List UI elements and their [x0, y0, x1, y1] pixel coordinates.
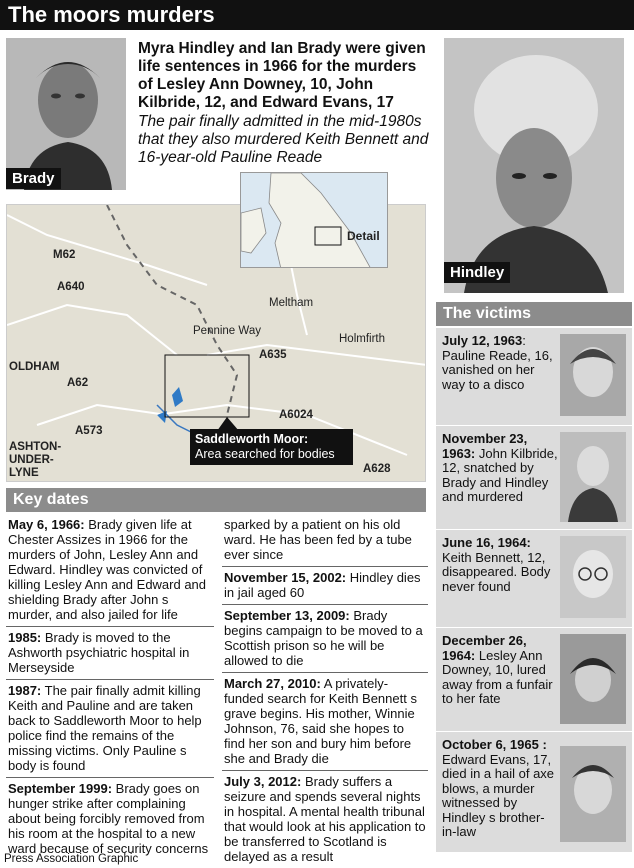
- victim-photo: [560, 746, 626, 842]
- victim-photo: [560, 634, 626, 724]
- key-date-date: 1985:: [8, 630, 42, 645]
- key-date-entry: [222, 673, 428, 771]
- victim-description: John Kilbride, 12, snatched by Brady and Hindley and murdered: [442, 445, 558, 504]
- key-date-date: March 27, 2010:: [224, 676, 321, 691]
- victim-date: November 23, 1963:: [442, 431, 528, 461]
- hindley-label: Hindley: [444, 262, 510, 283]
- key-date-entry: [6, 680, 214, 778]
- key-date-entry: [6, 514, 214, 627]
- key-date-date: September 1999:: [8, 781, 113, 796]
- key-date-text: Brady suffers a seizure and spends several nights in hospital. A mental health tribunal that would look at his application to be transferred to Scotland is delayed as a result: [224, 774, 426, 864]
- victim-text: [442, 432, 558, 505]
- key-date-text: Hindley dies in jail aged 60: [224, 570, 421, 600]
- key-date-date: November 15, 2002:: [224, 570, 347, 585]
- key-dates-header: Key dates: [6, 488, 426, 512]
- credit-line: Press Association Graphic: [4, 853, 139, 865]
- key-date-text: The pair finally admit killing Keith and Pauline and are taken back to Saddleworth Moor to help police find the remains of the missing victims. Only Pauline s body is found: [8, 683, 202, 773]
- key-dates-left-column: [6, 514, 214, 860]
- key-date-text: Brady goes on hunger strike after complaining about being forcibly removed from his room at the hospital to a new ward because of security concerns: [8, 781, 209, 856]
- victim-description: : Pauline Reade, 16, vanished on her way to a disco: [442, 333, 553, 392]
- key-date-continuation: sparked by a patient on his old ward. He has been fed by a tube ever since: [222, 514, 428, 567]
- map-label-meltham: Meltham: [269, 297, 314, 309]
- map-label-ashton: ASHTON- UNDER- LYNE: [9, 441, 62, 479]
- saddleworth-callout: [190, 429, 353, 465]
- map-label-a628: A628: [363, 463, 391, 475]
- key-date-entry: [6, 778, 214, 860]
- victim-date: July 12, 1963: [442, 333, 523, 348]
- victim-entry: [436, 426, 632, 530]
- inset-detail-label: Detail: [347, 229, 380, 243]
- victims-header: The victims: [436, 302, 632, 326]
- page-title: The moors murders: [0, 0, 634, 30]
- map-label-m62: M62: [53, 249, 76, 261]
- map-label-a635: A635: [259, 349, 287, 361]
- key-dates-right-column: [222, 514, 428, 868]
- victim-entry: [436, 328, 632, 426]
- victims-panel: [436, 328, 632, 852]
- callout-text: Area searched for bodies: [195, 447, 335, 461]
- hindley-photo: [444, 38, 624, 293]
- key-date-entry: [6, 627, 214, 680]
- victim-photo: [560, 536, 626, 618]
- victim-photo: [560, 432, 626, 522]
- hindley-portrait-image: [444, 38, 624, 293]
- key-date-text: Brady is moved to the Ashworth psychiatric hospital in Merseyside: [8, 630, 190, 675]
- key-date-text: A privately-funded search for Keith Bennett s grave begins. His mother, Winnie Johnson, 76, said she hopes to find her son and bury him before she and Brady die: [224, 676, 417, 766]
- key-date-text: Brady begins campaign to be moved to a Scottish prison so he will be allowed to die: [224, 608, 423, 668]
- victim-date: October 6, 1965 :: [442, 737, 547, 752]
- map-label-a6024: A6024: [279, 409, 313, 421]
- map-label-holmfirth: Holmfirth: [339, 333, 386, 345]
- key-date-date: 1987:: [8, 683, 42, 698]
- key-date-entry: [222, 567, 428, 605]
- key-date-date: May 6, 1966:: [8, 517, 85, 532]
- key-date-entry: [222, 771, 428, 868]
- victim-entry: [436, 628, 632, 732]
- victim-description: Keith Bennett, 12, disappeared. Body never found: [442, 549, 551, 594]
- inset-map-image: [241, 173, 388, 268]
- key-date-entry: [222, 605, 428, 673]
- victim-date: December 26, 1964:: [442, 633, 527, 663]
- victim-description: Edward Evans, 17, died in a hail of axe blows, a murder witnessed by Hindley s brother-in-law: [442, 751, 555, 839]
- intro-bold-text: Myra Hindley and Ian Brady were given life sentences in 1966 for the murders of Lesley Ann Downey, 10, John Kilbride, 12, and Edward Evans, 17: [138, 40, 426, 111]
- key-date-date: July 3, 2012:: [224, 774, 302, 789]
- victim-text: [442, 334, 558, 392]
- map-label-a573: A573: [75, 425, 103, 437]
- map-label-pennine-way: Pennine Way: [193, 325, 261, 337]
- key-date-text: Brady given life at Chester Assizes in 1966 for the murders of John, Lesley Ann and Edward. Hindley was convicted of killing Lesley Ann and Edward and shielding Brady after John s murder, and also jailed for life: [8, 517, 207, 622]
- victim-description: Lesley Ann Downey, 10, lured away from a funfair to her fate: [442, 647, 553, 706]
- victim-photo: [560, 334, 626, 416]
- victim-entry: [436, 732, 632, 852]
- victim-text: [442, 634, 558, 707]
- victim-text: [442, 536, 558, 594]
- victim-date: June 16, 1964:: [442, 535, 531, 550]
- map-label-oldham: OLDHAM: [9, 361, 60, 373]
- map-label-a62: A62: [67, 377, 89, 389]
- map-label-a640: A640: [57, 281, 85, 293]
- intro-italic-text: The pair finally admitted in the mid-1980s that they also murdered Keith Bennett and 16-year-old Pauline Reade: [138, 113, 429, 166]
- key-date-date: September 13, 2009:: [224, 608, 350, 623]
- victim-entry: [436, 530, 632, 628]
- victim-text: [442, 738, 558, 840]
- brady-label: Brady: [6, 168, 61, 189]
- inset-map: [240, 172, 388, 268]
- callout-title: Saddleworth Moor:: [195, 432, 309, 446]
